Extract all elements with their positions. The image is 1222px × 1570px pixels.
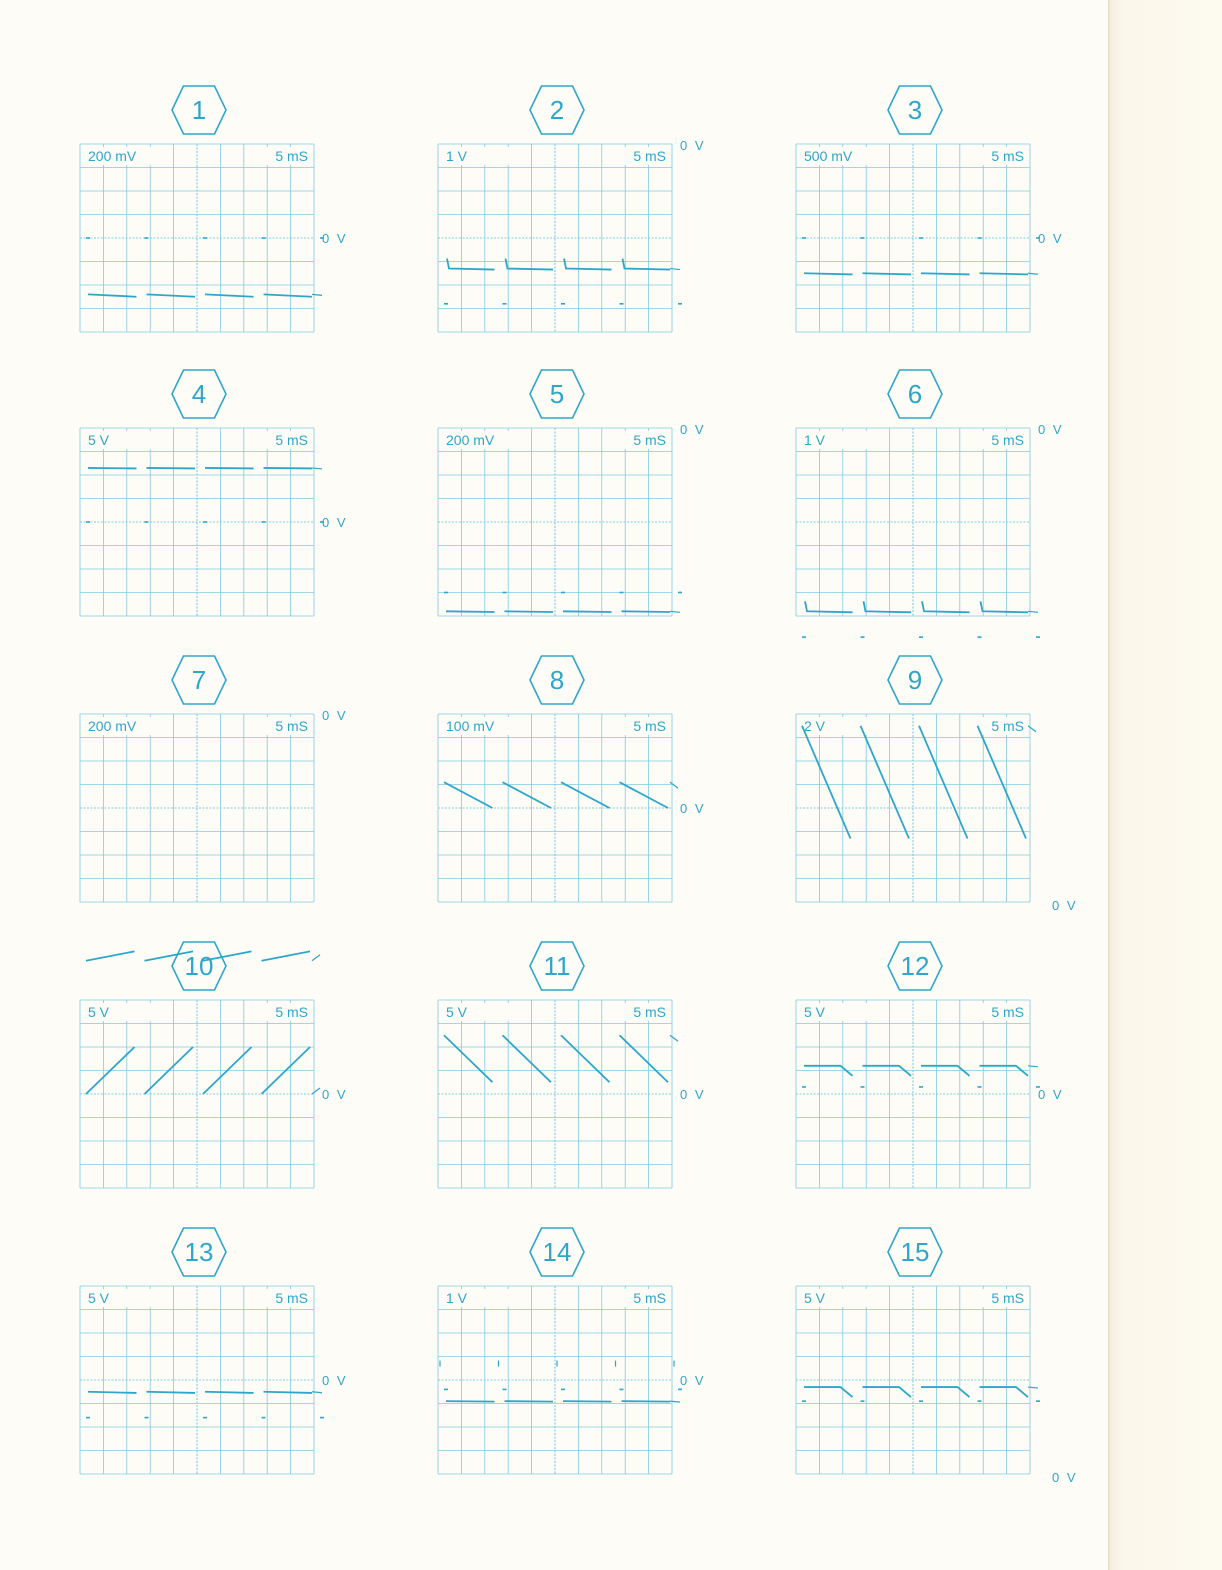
- graticule: [438, 144, 672, 332]
- waveform-segment: [980, 1387, 1029, 1397]
- ramp-tail: [312, 1088, 320, 1094]
- scope-figure-svg: [438, 374, 768, 659]
- scope-figure-svg: [80, 946, 410, 1231]
- ground-reference-label: 0 V: [322, 1373, 348, 1388]
- graticule: [438, 714, 672, 902]
- figure-number: 2: [549, 95, 565, 125]
- waveform-segment: [506, 259, 554, 270]
- graticule: [438, 1286, 672, 1474]
- waveform-segment: [88, 1392, 137, 1393]
- volts-per-div-label: 200 mV: [446, 432, 495, 448]
- figure-number: 4: [191, 379, 207, 409]
- ramp-tail: [1028, 726, 1036, 732]
- volts-per-div-label: 1 V: [446, 148, 468, 164]
- time-per-div-label: 5 mS: [275, 432, 308, 448]
- waveform-tail: [1028, 1066, 1038, 1067]
- volts-per-div-label: 5 V: [88, 1004, 110, 1020]
- graticule: [796, 144, 1030, 332]
- ramp-tail: [670, 782, 678, 788]
- ramp-segment: [561, 1035, 610, 1082]
- ground-reference-label: 0 V: [322, 1087, 348, 1102]
- volts-per-div-label: 500 mV: [804, 148, 853, 164]
- figure-number: 15: [900, 1237, 930, 1267]
- scope-figure-svg: [796, 1232, 1126, 1517]
- scope-figure-1: [80, 90, 410, 375]
- ground-reference-label: 0 V: [322, 515, 348, 530]
- time-per-div-label: 5 mS: [633, 1290, 666, 1306]
- waveform-segment: [623, 259, 671, 270]
- ground-reference-label: 0 V: [322, 231, 348, 246]
- waveform-tail: [312, 1392, 322, 1393]
- scope-figure-svg: [796, 660, 1126, 945]
- time-per-div-label: 5 mS: [991, 718, 1024, 734]
- waveform: [802, 726, 1036, 839]
- scope-figure-14: [438, 1232, 768, 1517]
- scope-figure-4: [80, 374, 410, 659]
- volts-per-div-label: 5 V: [88, 1290, 110, 1306]
- ground-reference-label: 0 V: [680, 422, 706, 437]
- waveform-segment: [804, 273, 853, 274]
- volts-per-div-label: 1 V: [446, 1290, 468, 1306]
- volts-per-div-label: 5 V: [88, 432, 110, 448]
- waveform-segment: [564, 259, 612, 270]
- volts-per-div-label: 200 mV: [88, 148, 137, 164]
- figure-number: 10: [184, 951, 214, 981]
- ground-reference-label: 0 V: [1052, 1470, 1078, 1485]
- ground-reference-label: 0 V: [1038, 1087, 1064, 1102]
- scope-figure-3: [796, 90, 1126, 375]
- waveform-segment: [804, 1387, 853, 1397]
- ramp-segment: [919, 726, 968, 839]
- volts-per-div-label: 2 V: [804, 718, 826, 734]
- time-per-div-label: 5 mS: [633, 718, 666, 734]
- waveform-tail: [312, 468, 322, 469]
- waveform-tail: [1028, 611, 1038, 612]
- waveform: [802, 1066, 1040, 1087]
- waveform-segment: [147, 294, 196, 296]
- ramp-segment: [444, 782, 493, 808]
- graticule: [438, 1000, 672, 1188]
- waveform-segment: [863, 273, 912, 274]
- figure-number: 3: [907, 95, 923, 125]
- scope-figure-svg: [796, 946, 1126, 1231]
- graticule: [80, 714, 314, 902]
- waveform-segment: [864, 601, 912, 612]
- figure-number: 5: [549, 379, 565, 409]
- time-per-div-label: 5 mS: [633, 432, 666, 448]
- scope-figure-svg: [438, 660, 768, 945]
- ground-reference-label: 0 V: [1052, 898, 1078, 913]
- time-per-div-label: 5 mS: [275, 148, 308, 164]
- figure-number: 12: [900, 951, 930, 981]
- volts-per-div-label: 5 V: [804, 1004, 826, 1020]
- waveform: [802, 1387, 1040, 1401]
- time-per-div-label: 5 mS: [991, 1004, 1024, 1020]
- waveform: [440, 1361, 682, 1403]
- ramp-segment: [978, 726, 1027, 839]
- graticule: [80, 144, 314, 332]
- time-per-div-label: 5 mS: [991, 148, 1024, 164]
- figure-number: 14: [542, 1237, 572, 1267]
- waveform-segment: [563, 611, 612, 612]
- ramp-segment: [503, 1035, 552, 1082]
- ramp-segment: [503, 782, 552, 808]
- volts-per-div-label: 100 mV: [446, 718, 495, 734]
- scope-figure-10: [80, 946, 410, 1231]
- ramp-segment: [444, 1035, 493, 1082]
- waveform-segment: [447, 259, 495, 270]
- waveform: [802, 601, 1040, 637]
- ramp-tail: [670, 1035, 678, 1041]
- figure-number: 7: [191, 665, 207, 695]
- time-per-div-label: 5 mS: [991, 432, 1024, 448]
- ramp-segment: [620, 1035, 669, 1082]
- scope-figure-svg: [80, 90, 410, 375]
- graticule: [80, 1000, 314, 1188]
- time-per-div-label: 5 mS: [275, 1004, 308, 1020]
- scope-figure-11: [438, 946, 768, 1231]
- waveform-segment: [505, 611, 554, 612]
- waveform-segment: [622, 611, 671, 612]
- waveform-segment: [805, 601, 853, 612]
- time-per-div-label: 5 mS: [275, 718, 308, 734]
- waveform-segment: [147, 1392, 196, 1393]
- scope-figure-5: [438, 374, 768, 659]
- graticule: [796, 428, 1030, 616]
- scope-figure-svg: [796, 90, 1126, 375]
- waveform: [86, 468, 324, 522]
- time-per-div-label: 5 mS: [633, 148, 666, 164]
- figure-number: 9: [907, 665, 923, 695]
- waveform-segment: [863, 1387, 912, 1397]
- ground-reference-label: 0 V: [1038, 422, 1064, 437]
- scope-figure-9: [796, 660, 1126, 945]
- waveform-segment: [264, 1392, 313, 1393]
- volts-per-div-label: 5 V: [446, 1004, 468, 1020]
- graticule: [438, 428, 672, 616]
- graticule: [80, 1286, 314, 1474]
- scope-figure-6: [796, 374, 1126, 659]
- time-per-div-label: 5 mS: [991, 1290, 1024, 1306]
- volts-per-div-label: 200 mV: [88, 718, 137, 734]
- ground-reference-label: 0 V: [322, 708, 348, 723]
- figure-number: 11: [543, 951, 571, 981]
- graticule: [796, 1000, 1030, 1188]
- ground-reference-label: 0 V: [680, 1373, 706, 1388]
- scope-figure-8: [438, 660, 768, 945]
- scope-figure-13: [80, 1232, 410, 1517]
- ramp-segment: [802, 726, 851, 839]
- ground-reference-label: 0 V: [680, 801, 706, 816]
- scope-figure-svg: [438, 1232, 768, 1517]
- waveform-tail: [670, 1401, 680, 1402]
- waveform: [86, 1392, 324, 1418]
- waveform: [444, 1035, 678, 1082]
- waveform-tail: [670, 269, 680, 270]
- waveform-tail: [670, 611, 680, 612]
- scope-figure-15: [796, 1232, 1126, 1517]
- waveform-tail: [312, 294, 322, 295]
- ground-reference-label: 0 V: [680, 1087, 706, 1102]
- waveform-segment: [922, 601, 970, 612]
- ground-reference-label: 0 V: [680, 138, 706, 153]
- scope-figure-svg: [80, 1232, 410, 1517]
- waveform-segment: [921, 273, 970, 274]
- time-per-div-label: 5 mS: [275, 1290, 308, 1306]
- figure-number: 1: [191, 95, 207, 125]
- figure-number: 6: [907, 379, 923, 409]
- waveform-segment: [981, 601, 1029, 612]
- scope-figure-12: [796, 946, 1126, 1231]
- waveform-tail: [1028, 1387, 1038, 1388]
- waveform-segment: [446, 611, 495, 612]
- waveform: [444, 259, 682, 304]
- waveform: [802, 238, 1040, 274]
- ramp-segment: [861, 726, 910, 839]
- scope-figure-svg: [438, 946, 768, 1231]
- graticule: [796, 714, 1030, 902]
- ground-reference-label: 0 V: [1038, 231, 1064, 246]
- waveform-segment: [205, 294, 254, 296]
- waveform: [444, 593, 682, 613]
- scope-figure-svg: [80, 660, 410, 945]
- figure-number: 13: [184, 1237, 214, 1267]
- scope-figure-svg: [796, 374, 1126, 659]
- waveform: [444, 782, 678, 808]
- waveform-tail: [1028, 273, 1038, 274]
- volts-per-div-label: 1 V: [804, 432, 826, 448]
- ramp-segment: [620, 782, 669, 808]
- volts-per-div-label: 5 V: [804, 1290, 826, 1306]
- waveform-segment: [921, 1387, 970, 1397]
- waveform: [86, 238, 324, 297]
- scope-figure-svg: [80, 374, 410, 659]
- graticule: [796, 1286, 1030, 1474]
- waveform-segment: [980, 273, 1029, 274]
- scope-figure-svg: [438, 90, 768, 375]
- waveform-segment: [205, 1392, 254, 1393]
- scope-figure-2: [438, 90, 768, 375]
- figure-number: 8: [549, 665, 565, 695]
- time-per-div-label: 5 mS: [633, 1004, 666, 1020]
- waveform-segment: [264, 294, 313, 296]
- scope-figure-7: [80, 660, 410, 945]
- graticule: [80, 428, 314, 616]
- waveform-segment: [88, 294, 137, 296]
- ramp-segment: [561, 782, 610, 808]
